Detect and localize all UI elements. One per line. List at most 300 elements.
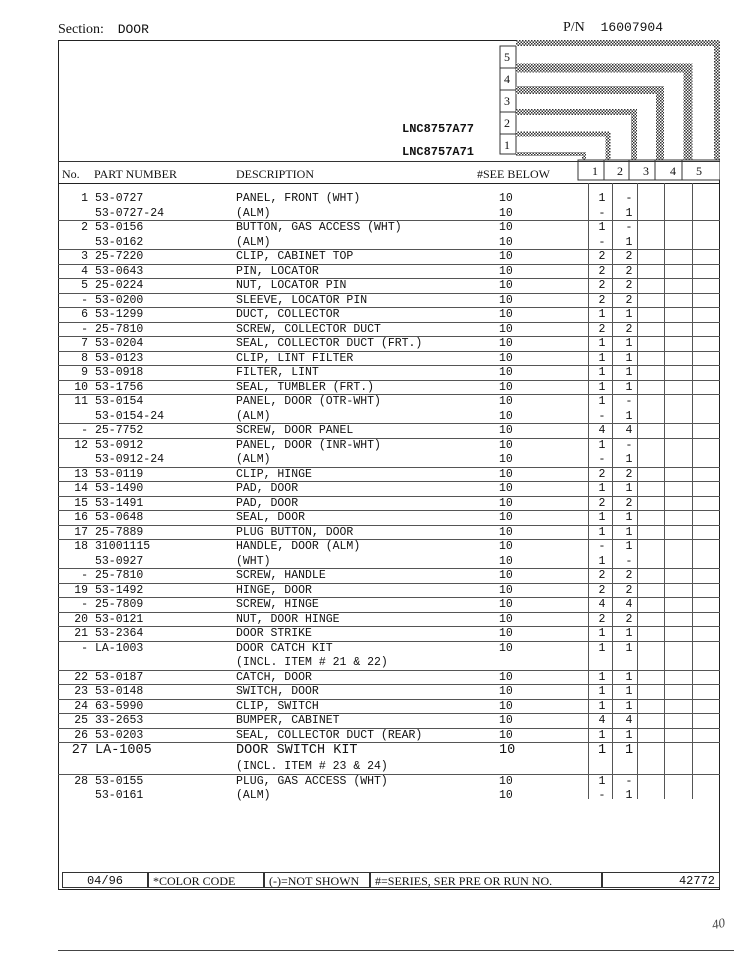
table-row (58, 279, 720, 293)
series-1-qty: 1 (598, 308, 606, 321)
part-number: LA-1003 (95, 641, 144, 655)
description: SEAL, DOOR (236, 511, 306, 524)
part-number: 53-1492 (95, 583, 144, 597)
table-row (58, 453, 720, 467)
part-number: 53-1490 (95, 482, 144, 495)
table-row (58, 424, 720, 438)
description: HINGE, DOOR (236, 583, 312, 597)
table-row (58, 775, 720, 789)
see-below: 10 (499, 482, 513, 495)
description: SEAL, TUMBLER (FRT.) (236, 380, 375, 394)
table-row (58, 656, 720, 670)
item-number: 27 (71, 743, 88, 758)
table-row (58, 540, 720, 554)
model-number: LNC8757A77 (402, 122, 475, 136)
part-number-header (563, 20, 663, 36)
table-row (58, 207, 720, 221)
series-1-qty: 2 (598, 612, 606, 626)
column-header-no: No. (62, 167, 80, 181)
description: CATCH, DOOR (236, 670, 312, 684)
series-2-qty: 1 (625, 641, 633, 655)
see-below: 10 (499, 670, 513, 684)
series-2-qty: - (625, 395, 633, 408)
series-label: 1 (504, 138, 510, 152)
table-row (58, 439, 720, 453)
item-number: 24 (74, 699, 88, 713)
part-number: 53-0203 (95, 728, 144, 742)
item-number: 17 (74, 525, 88, 539)
series-1-qty: 1 (598, 366, 606, 379)
series-1-qty: - (598, 409, 606, 423)
see-below: 10 (499, 569, 513, 582)
part-number: 25-7220 (95, 250, 144, 263)
part-number: 53-0121 (95, 612, 144, 626)
table-row (58, 598, 720, 612)
description: BUTTON, GAS ACCESS (WHT) (236, 221, 402, 234)
description: DOOR STRIKE (236, 627, 312, 640)
table-row (58, 714, 720, 728)
series-2-qty: 2 (625, 322, 633, 336)
part-number: 53-0156 (95, 221, 144, 234)
see-below: 10 (499, 525, 513, 539)
part-number: 53-0161 (95, 789, 144, 802)
item-number: 8 (81, 351, 88, 365)
see-below: 10 (499, 789, 513, 802)
series-1-qty: - (598, 453, 606, 466)
series-1-qty: 2 (598, 293, 606, 307)
table-row (58, 627, 720, 641)
part-number: 53-0119 (95, 467, 144, 481)
series-1-qty: - (598, 789, 606, 802)
table-row (58, 789, 720, 803)
series-1-qty: 1 (598, 351, 606, 365)
item-number: - (81, 293, 88, 307)
series-1-qty: - (598, 540, 606, 553)
part-number: 53-0927 (95, 554, 144, 568)
item-number: 4 (81, 264, 88, 278)
part-number: 53-0204 (95, 337, 144, 350)
item-number: 9 (81, 366, 88, 379)
series-1-qty: 4 (598, 598, 606, 611)
series-label: 2 (617, 164, 623, 178)
series-1-qty: 1 (598, 192, 606, 205)
series-2-qty: 1 (625, 206, 633, 220)
series-label: 5 (504, 50, 510, 64)
table-row (58, 468, 720, 482)
table-row (58, 613, 720, 627)
footer-not-shown: (-)=NOT SHOWN (264, 872, 370, 888)
description: (ALM) (236, 206, 271, 220)
column-header-see-below: #SEE BELOW (477, 167, 550, 181)
item-number: 5 (81, 279, 88, 292)
see-below: 10 (499, 453, 513, 466)
see-below: 10 (499, 728, 513, 742)
series-2-qty: 2 (625, 612, 633, 626)
see-below: 10 (499, 612, 513, 626)
series-label: 3 (643, 164, 649, 178)
header-underline (58, 183, 720, 184)
series-2-qty: - (625, 554, 633, 568)
series-2-qty: 4 (625, 424, 633, 437)
series-label: 5 (696, 164, 702, 178)
item-number: 11 (74, 395, 88, 408)
see-below: 10 (499, 308, 513, 321)
series-label: 2 (504, 116, 510, 130)
item-number: 1 (81, 192, 88, 205)
item-number: 19 (74, 583, 88, 597)
description: PIN, LOCATOR (236, 264, 319, 278)
series-1-qty: - (598, 206, 606, 220)
description: (INCL. ITEM # 21 & 22) (236, 656, 388, 669)
description: SCREW, DOOR PANEL (236, 424, 354, 437)
series-2-qty: 1 (625, 380, 633, 394)
table-row (58, 729, 720, 743)
see-below: 10 (499, 380, 513, 394)
part-number: 53-0155 (95, 774, 144, 788)
part-number: 53-2364 (95, 627, 144, 640)
series-2-qty: 1 (625, 409, 633, 423)
series-1-qty: 1 (598, 221, 606, 234)
footer-color-code: *COLOR CODE (148, 872, 264, 888)
description: DOOR SWITCH KIT (236, 743, 358, 758)
description: CLIP, LINT FILTER (236, 351, 354, 365)
part-number: 25-0224 (95, 279, 144, 292)
series-1-qty: - (598, 235, 606, 249)
see-below: 10 (499, 366, 513, 379)
series-1-qty: 1 (598, 380, 606, 394)
series-2-qty: 2 (625, 293, 633, 307)
table-row (58, 294, 720, 308)
table-row (58, 192, 720, 206)
footer-doc-number: 42772 (602, 872, 720, 888)
see-below: 10 (499, 438, 513, 452)
section-label: Section: (58, 22, 104, 37)
see-below: 10 (499, 192, 513, 205)
see-below: 10 (499, 627, 513, 640)
part-number: 53-0643 (95, 264, 144, 278)
description: PANEL, FRONT (WHT) (236, 192, 361, 205)
description: SLEEVE, LOCATOR PIN (236, 293, 368, 307)
see-below: 10 (499, 264, 513, 278)
table-row (58, 482, 720, 496)
see-below: 10 (499, 540, 513, 553)
item-number: 3 (81, 250, 88, 263)
table-row (58, 250, 720, 264)
table-row (58, 642, 720, 656)
series-label: 4 (670, 164, 676, 178)
series-1-qty: 1 (598, 699, 606, 713)
series-1-qty: 2 (598, 569, 606, 582)
table-row (58, 352, 720, 366)
see-below: 10 (499, 395, 513, 408)
see-below: 10 (499, 206, 513, 220)
series-1-qty: 1 (598, 337, 606, 350)
see-below: 10 (499, 409, 513, 423)
part-number: 25-7752 (95, 424, 144, 437)
column-header-part-number: PART NUMBER (94, 167, 177, 181)
part-number: 53-0200 (95, 293, 144, 307)
table-row (58, 743, 720, 757)
part-number: 53-0918 (95, 366, 144, 379)
see-below: 10 (499, 322, 513, 336)
see-below: 10 (499, 279, 513, 292)
table-row (58, 760, 720, 774)
series-2-qty: 2 (625, 279, 633, 292)
series-2-qty: 1 (625, 235, 633, 249)
series-1-qty: 1 (598, 670, 606, 684)
description: SCREW, COLLECTOR DUCT (236, 322, 381, 336)
series-2-qty: 1 (625, 670, 633, 684)
see-below: 10 (499, 221, 513, 234)
series-2-qty: 1 (625, 482, 633, 495)
series-1-qty: 1 (598, 482, 606, 495)
series-2-qty: 1 (625, 308, 633, 321)
part-number: 31001115 (95, 540, 151, 553)
series-2-qty: 1 (625, 699, 633, 713)
table-row (58, 584, 720, 598)
description: DUCT, COLLECTOR (236, 308, 340, 321)
section-value: DOOR (117, 22, 149, 37)
see-below: 10 (499, 743, 516, 758)
item-number: - (81, 569, 88, 582)
see-below: 10 (499, 235, 513, 249)
description: CLIP, HINGE (236, 467, 312, 481)
part-number: 25-7889 (95, 525, 144, 539)
table-row (58, 366, 720, 380)
item-number: - (81, 598, 88, 611)
part-number: 53-0648 (95, 511, 144, 524)
footer-date: 04/96 (62, 872, 148, 888)
series-2-qty: 2 (625, 467, 633, 481)
see-below: 10 (499, 337, 513, 350)
item-number: 23 (74, 685, 88, 698)
series-2-qty: 1 (625, 453, 633, 466)
see-below: 10 (499, 511, 513, 524)
description: SCREW, HINGE (236, 598, 319, 611)
part-number: 53-0162 (95, 235, 144, 249)
series-2-qty: 2 (625, 264, 633, 278)
series-2-qty: 2 (625, 583, 633, 597)
part-number: 53-0148 (95, 685, 144, 698)
description: (WHT) (236, 554, 271, 568)
series-1-qty: 2 (598, 496, 606, 510)
series-2-qty: 4 (625, 714, 633, 727)
table-row (58, 685, 720, 699)
description: HANDLE, DOOR (ALM) (236, 540, 361, 553)
series-label: 3 (504, 94, 510, 108)
description: PAD, DOOR (236, 482, 299, 495)
description: (INCL. ITEM # 23 & 24) (236, 760, 388, 773)
description: PANEL, DOOR (INR-WHT) (236, 438, 381, 452)
table-row (58, 308, 720, 322)
part-number: 53-0187 (95, 670, 144, 684)
see-below: 10 (499, 351, 513, 365)
item-number: - (81, 641, 88, 655)
description: BUMPER, CABINET (236, 714, 340, 727)
part-number: 53-0912-24 (95, 453, 165, 466)
series-2-qty: - (625, 774, 633, 788)
description: PLUG, GAS ACCESS (WHT) (236, 774, 388, 788)
item-number: 18 (74, 540, 88, 553)
part-number: 53-1299 (95, 308, 144, 321)
see-below: 10 (499, 424, 513, 437)
series-2-qty: 2 (625, 250, 633, 263)
part-number: 53-0727 (95, 192, 144, 205)
section-header (58, 22, 149, 38)
part-number: LA-1005 (95, 743, 152, 758)
see-below: 10 (499, 583, 513, 597)
description: SEAL, COLLECTOR DUCT (FRT.) (236, 337, 423, 350)
series-2-qty: 1 (625, 540, 633, 553)
model-number: LNC8757A71 (402, 145, 475, 159)
item-number: 25 (74, 714, 88, 727)
series-1-qty: 1 (598, 395, 606, 408)
series-2-qty: - (625, 192, 633, 205)
item-number: 13 (74, 467, 88, 481)
table-row (58, 265, 720, 279)
series-1-qty: 1 (598, 641, 606, 655)
series-2-qty: 1 (625, 351, 633, 365)
table-row (58, 511, 720, 525)
part-number: 53-0123 (95, 351, 144, 365)
series-label: 1 (592, 164, 598, 178)
table-row (58, 671, 720, 685)
item-number: 28 (74, 774, 88, 788)
item-number: 14 (74, 482, 88, 495)
see-below: 10 (499, 496, 513, 510)
series-2-qty: 1 (625, 525, 633, 539)
see-below: 10 (499, 714, 513, 727)
pn-label: P/N (563, 20, 585, 35)
item-number: 16 (74, 511, 88, 524)
description: (ALM) (236, 789, 271, 802)
description: PAD, DOOR (236, 496, 299, 510)
part-number: 53-0154 (95, 395, 144, 408)
series-1-qty: 1 (598, 627, 606, 640)
series-label: 4 (504, 72, 510, 86)
description: CLIP, SWITCH (236, 699, 319, 713)
table-row (58, 569, 720, 583)
series-1-qty: 4 (598, 424, 606, 437)
item-number: 6 (81, 308, 88, 321)
description: CLIP, CABINET TOP (236, 250, 354, 263)
item-number: 21 (74, 627, 88, 640)
handwritten-page-number: 40 (710, 914, 727, 933)
series-2-qty: 2 (625, 569, 633, 582)
series-1-qty: 1 (598, 685, 606, 698)
part-number: 25-7810 (95, 569, 144, 582)
series-1-qty: 2 (598, 264, 606, 278)
item-number: 7 (81, 337, 88, 350)
table-row (58, 526, 720, 540)
series-1-qty: 1 (598, 728, 606, 742)
description: SEAL, COLLECTOR DUCT (REAR) (236, 728, 423, 742)
table-row (58, 555, 720, 569)
header-divider (58, 161, 720, 162)
item-number: - (81, 322, 88, 336)
series-1-qty: 4 (598, 714, 606, 727)
description: NUT, DOOR HINGE (236, 612, 340, 626)
series-1-qty: 1 (598, 743, 607, 758)
see-below: 10 (499, 554, 513, 568)
description: NUT, LOCATOR PIN (236, 279, 347, 292)
series-2-qty: 1 (625, 685, 633, 698)
item-number: 22 (74, 670, 88, 684)
description: SWITCH, DOOR (236, 685, 319, 698)
see-below: 10 (499, 467, 513, 481)
table-row (58, 410, 720, 424)
series-1-qty: 2 (598, 250, 606, 263)
see-below: 10 (499, 250, 513, 263)
series-1-qty: 1 (598, 554, 606, 568)
series-1-qty: 1 (598, 438, 606, 452)
see-below: 10 (499, 699, 513, 713)
table-row (58, 395, 720, 409)
see-below: 10 (499, 685, 513, 698)
see-below: 10 (499, 774, 513, 788)
series-2-qty: 1 (625, 337, 633, 350)
table-row (58, 221, 720, 235)
description: (ALM) (236, 235, 271, 249)
description: PLUG BUTTON, DOOR (236, 525, 354, 539)
series-2-qty: 2 (625, 496, 633, 510)
series-2-qty: 1 (625, 511, 633, 524)
part-number: 53-1491 (95, 496, 144, 510)
footer-series-note: #=SERIES, SER PRE OR RUN NO. (370, 872, 602, 888)
series-1-qty: 2 (598, 583, 606, 597)
item-number: 10 (74, 380, 88, 394)
table-row (58, 497, 720, 511)
table-row (58, 381, 720, 395)
item-number: - (81, 424, 88, 437)
table-row (58, 323, 720, 337)
series-1-qty: 2 (598, 279, 606, 292)
table-row (58, 337, 720, 351)
series-2-qty: 1 (625, 627, 633, 640)
part-number: 25-7810 (95, 322, 144, 336)
part-number: 63-5990 (95, 699, 144, 713)
see-below: 10 (499, 293, 513, 307)
series-2-qty: 1 (625, 366, 633, 379)
series-2-qty: 1 (625, 728, 633, 742)
series-2-qty: 1 (625, 743, 634, 758)
table-row (58, 700, 720, 714)
description: FILTER, LINT (236, 366, 319, 379)
item-number: 15 (74, 496, 88, 510)
series-1-qty: 1 (598, 511, 606, 524)
part-number: 33-2653 (95, 714, 144, 727)
item-number: 26 (74, 728, 88, 742)
series-2-qty: 1 (625, 789, 633, 802)
see-below: 10 (499, 598, 513, 611)
part-number: 53-0154-24 (95, 409, 165, 423)
description: SCREW, HANDLE (236, 569, 326, 582)
part-number: 53-0912 (95, 438, 144, 452)
part-number: 25-7809 (95, 598, 144, 611)
description: (ALM) (236, 409, 271, 423)
series-2-qty: 4 (625, 598, 633, 611)
bottom-rule (58, 950, 734, 951)
table-row (58, 236, 720, 250)
series-1-qty: 1 (598, 525, 606, 539)
item-number: 20 (74, 612, 88, 626)
series-1-qty: 2 (598, 467, 606, 481)
description: (ALM) (236, 453, 271, 466)
item-number: 12 (74, 438, 88, 452)
column-header-description: DESCRIPTION (236, 167, 315, 181)
item-number: 2 (81, 221, 88, 234)
see-below: 10 (499, 641, 513, 655)
